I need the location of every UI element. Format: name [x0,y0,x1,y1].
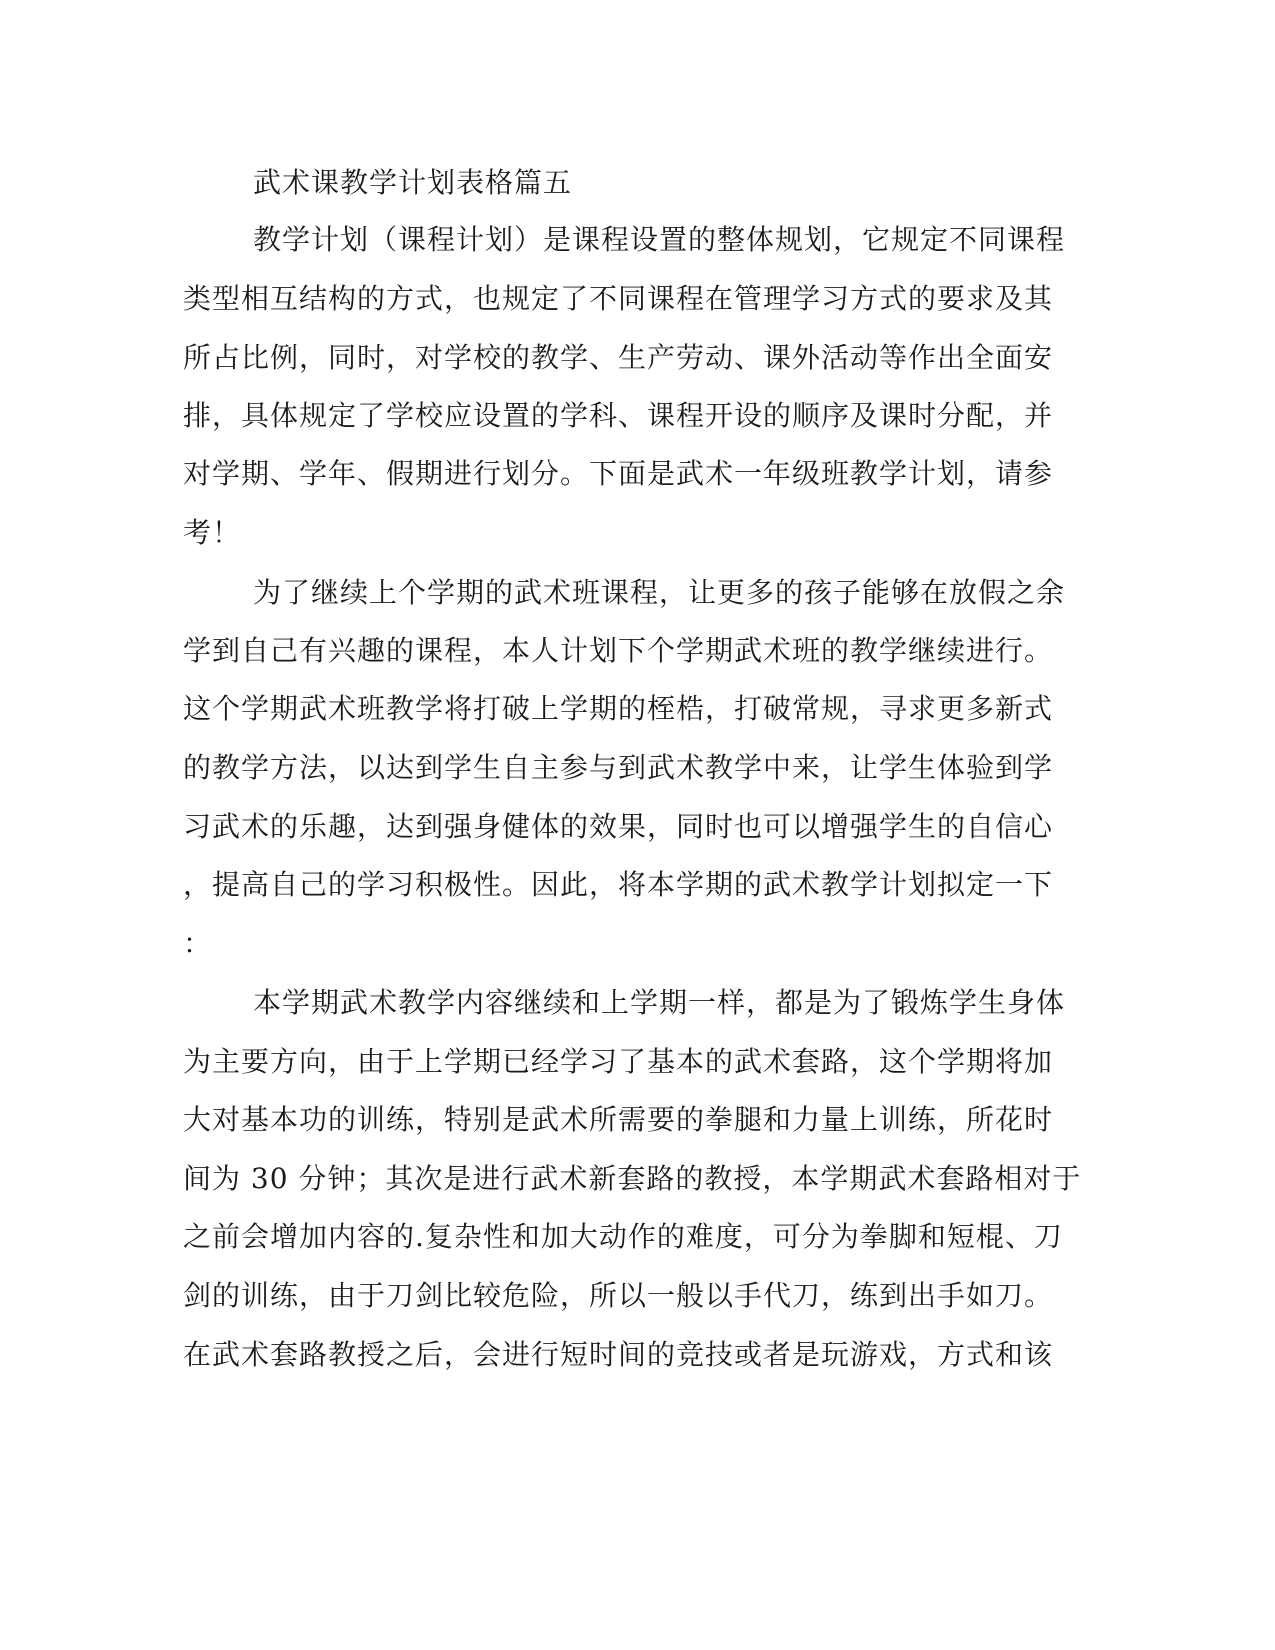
paragraph-1-line-4: 排，具体规定了学校应设置的学科、课程开设的顺序及课时分配，并 [183,399,1054,432]
paragraph-1-line-2: 类型相互结构的方式，也规定了不同课程在管理学习方式的要求及其 [183,282,1054,315]
paragraph-2-line-7: ： [183,927,213,960]
paragraph-2-line-6: ，提高自己的学习积极性。因此，将本学期的武术教学计划拟定一下 [183,868,1054,901]
paragraph-2-line-1: 为了继续上个学期的武术班课程，让更多的孩子能够在放假之余 [253,576,1066,609]
paragraph-3-line-4: 间为 30 分钟；其次是进行武术新套路的教授，本学期武术套路相对于 [183,1162,1082,1195]
paragraph-1-line-1: 教学计划（课程计划）是课程设置的整体规划，它规定不同课程 [253,223,1066,256]
paragraph-3-line-3: 大对基本功的训练，特别是武术所需要的拳腿和力量上训练，所花时 [183,1103,1054,1136]
paragraph-2-line-4: 的教学方法，以达到学生自主参与到武术教学中来，让学生体验到学 [183,751,1054,784]
document-title: 武术课教学计划表格篇五 [253,166,573,199]
paragraph-3-line-7: 在武术套路教授之后，会进行短时间的竞技或者是玩游戏，方式和该 [183,1338,1054,1371]
paragraph-3-line-1: 本学期武术教学内容继续和上学期一样，都是为了锻炼学生身体 [253,986,1066,1019]
paragraph-2-line-3: 这个学期武术班教学将打破上学期的桎梏，打破常规，寻求更多新式 [183,692,1054,725]
paragraph-2-line-2: 学到自己有兴趣的课程，本人计划下个学期武术班的教学继续进行。 [183,634,1054,667]
paragraph-1-line-5: 对学期、学年、假期进行划分。下面是武术一年级班教学计划，请参 [183,457,1054,490]
paragraph-3-line-2: 为主要方向，由于上学期已经学习了基本的武术套路，这个学期将加 [183,1045,1054,1078]
paragraph-3-line-5: 之前会增加内容的.复杂性和加大动作的难度，可分为拳脚和短棍、刀 [183,1220,1063,1253]
paragraph-1-line-3: 所占比例，同时，对学校的教学、生产劳动、课外活动等作出全面安 [183,341,1054,374]
paragraph-2-line-5: 习武术的乐趣，达到强身健体的效果，同时也可以增强学生的自信心 [183,810,1054,843]
paragraph-3-line-6: 剑的训练，由于刀剑比较危险，所以一般以手代刀，练到出手如刀。 [183,1279,1054,1312]
paragraph-1-line-6: 考！ [183,516,242,549]
